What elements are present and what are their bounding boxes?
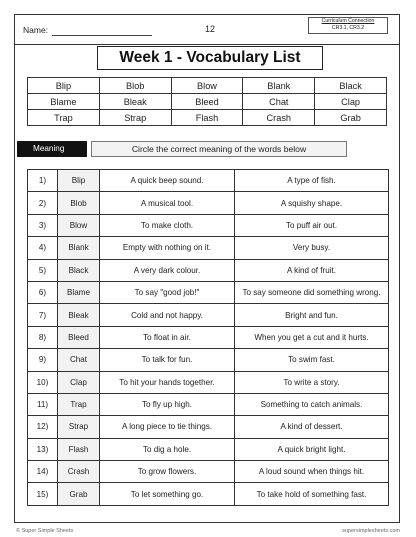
row-word: Chat	[58, 349, 100, 371]
meaning-option-1[interactable]: Cold and not happy.	[100, 304, 235, 326]
row-word: Blank	[58, 237, 100, 259]
meaning-option-2[interactable]: Something to catch animals.	[235, 393, 389, 415]
meaning-option-2[interactable]: A quick bright light.	[235, 438, 389, 460]
name-line	[52, 35, 152, 36]
vocab-word: Blank	[243, 78, 315, 94]
vocab-word: Blob	[99, 78, 171, 94]
word-grid-row	[28, 94, 387, 110]
meaning-option-2[interactable]: To write a story.	[235, 371, 389, 393]
row-word: Crash	[58, 461, 100, 483]
meaning-row	[28, 192, 389, 214]
meaning-option-2[interactable]: A loud sound when things hit.	[235, 461, 389, 483]
meaning-option-1[interactable]: To let something go.	[100, 483, 235, 505]
meaning-row	[28, 483, 389, 505]
footer-website: supersimplesheets.com	[342, 528, 400, 534]
worksheet-page	[14, 14, 400, 523]
row-word: Blob	[58, 192, 100, 214]
meaning-row	[28, 326, 389, 348]
meaning-option-2[interactable]: Bright and fun.	[235, 304, 389, 326]
row-number: 8)	[28, 326, 58, 348]
row-number: 10)	[28, 371, 58, 393]
instructions: Circle the correct meaning of the words below	[91, 141, 347, 157]
row-number: 6)	[28, 281, 58, 303]
row-number: 13)	[28, 438, 58, 460]
row-word: Blame	[58, 281, 100, 303]
header-divider	[15, 44, 399, 45]
page-title: Week 1 - Vocabulary List	[97, 46, 323, 70]
meaning-row	[28, 371, 389, 393]
footer-copyright: © Super Simple Sheets	[16, 528, 74, 534]
meaning-option-1[interactable]: To float in air.	[100, 326, 235, 348]
row-word: Bleed	[58, 326, 100, 348]
meaning-option-1[interactable]: Empty with nothing on it.	[100, 237, 235, 259]
meaning-row	[28, 259, 389, 281]
meaning-row	[28, 349, 389, 371]
meaning-option-2[interactable]: A kind of fruit.	[235, 259, 389, 281]
word-grid-row	[28, 110, 387, 126]
word-grid	[27, 77, 387, 126]
meaning-row	[28, 170, 389, 192]
meaning-option-2[interactable]: When you get a cut and it hurts.	[235, 326, 389, 348]
row-word: Blip	[58, 170, 100, 192]
meaning-option-1[interactable]: To fly up high.	[100, 393, 235, 415]
meaning-option-2[interactable]: A squishy shape.	[235, 192, 389, 214]
meaning-table	[27, 169, 389, 506]
meaning-row	[28, 237, 389, 259]
row-word: Bleak	[58, 304, 100, 326]
row-number: 3)	[28, 214, 58, 236]
meaning-row	[28, 416, 389, 438]
vocab-word: Blow	[171, 78, 243, 94]
meaning-option-1[interactable]: To hit your hands together.	[100, 371, 235, 393]
row-number: 4)	[28, 237, 58, 259]
meaning-row	[28, 214, 389, 236]
meaning-row	[28, 304, 389, 326]
meaning-option-1[interactable]: To talk for fun.	[100, 349, 235, 371]
header-bar	[15, 15, 399, 45]
vocab-word: Blip	[28, 78, 100, 94]
row-number: 12)	[28, 416, 58, 438]
row-word: Flash	[58, 438, 100, 460]
curriculum-connection-box	[308, 17, 388, 34]
meaning-option-2[interactable]: To swim fast.	[235, 349, 389, 371]
row-word: Blow	[58, 214, 100, 236]
curriculum-codes: CR3.1, CR3.2	[331, 25, 365, 31]
row-word: Black	[58, 259, 100, 281]
meaning-row	[28, 281, 389, 303]
meaning-tab: Meaning	[17, 141, 87, 157]
curriculum-title: Curriculum Connection	[321, 18, 375, 24]
vocab-word: Crash	[243, 110, 315, 126]
row-number: 11)	[28, 393, 58, 415]
meaning-row	[28, 393, 389, 415]
row-number: 1)	[28, 170, 58, 192]
word-grid-row	[28, 78, 387, 94]
meaning-option-1[interactable]: A very dark colour.	[100, 259, 235, 281]
meaning-option-2[interactable]: To puff air out.	[235, 214, 389, 236]
meaning-row	[28, 438, 389, 460]
vocab-word: Flash	[171, 110, 243, 126]
meaning-option-1[interactable]: To say "good job!"	[100, 281, 235, 303]
meaning-option-2[interactable]: To say someone did something wrong.	[235, 281, 389, 303]
vocab-word: Clap	[315, 94, 387, 110]
row-number: 14)	[28, 461, 58, 483]
row-number: 7)	[28, 304, 58, 326]
row-word: Trap	[58, 393, 100, 415]
meaning-option-1[interactable]: To dig a hole.	[100, 438, 235, 460]
row-word: Clap	[58, 371, 100, 393]
meaning-option-1[interactable]: A long piece to tie things.	[100, 416, 235, 438]
vocab-word: Blame	[28, 94, 100, 110]
row-number: 5)	[28, 259, 58, 281]
meaning-row	[28, 461, 389, 483]
vocab-word: Grab	[315, 110, 387, 126]
row-word: Grab	[58, 483, 100, 505]
row-word: Strap	[58, 416, 100, 438]
name-label: Name:	[23, 25, 49, 35]
vocab-word: Bleak	[99, 94, 171, 110]
vocab-word: Bleed	[171, 94, 243, 110]
vocab-word: Chat	[243, 94, 315, 110]
meaning-option-2[interactable]: Very busy.	[235, 237, 389, 259]
row-number: 2)	[28, 192, 58, 214]
meaning-option-2[interactable]: A kind of dessert.	[235, 416, 389, 438]
page-number: 12	[205, 24, 216, 34]
meaning-option-1[interactable]: To make cloth.	[100, 214, 235, 236]
meaning-option-2[interactable]: To take hold of something fast.	[235, 483, 389, 505]
row-number: 15)	[28, 483, 58, 505]
meaning-option-2[interactable]: A type of fish.	[235, 170, 389, 192]
meaning-option-1[interactable]: A quick beep sound.	[100, 170, 235, 192]
row-number: 9)	[28, 349, 58, 371]
meaning-option-1[interactable]: A musical tool.	[100, 192, 235, 214]
vocab-word: Strap	[99, 110, 171, 126]
vocab-word: Trap	[28, 110, 100, 126]
vocab-word: Black	[315, 78, 387, 94]
meaning-option-1[interactable]: To grow flowers.	[100, 461, 235, 483]
